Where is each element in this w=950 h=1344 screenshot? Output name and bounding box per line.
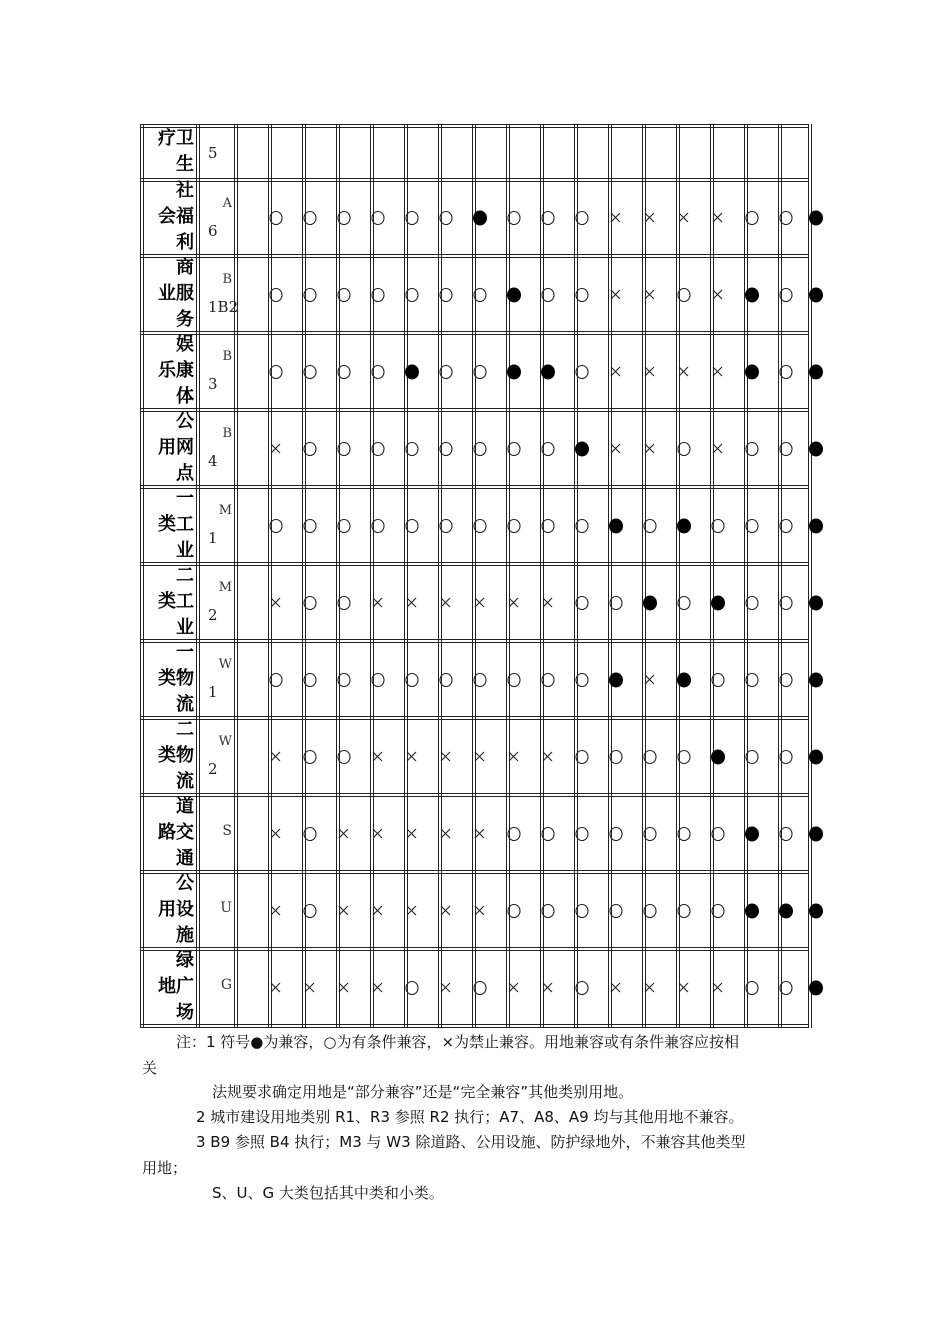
conditional-mark — [778, 980, 792, 996]
row-code-top: M — [218, 580, 232, 595]
conditional-mark — [370, 441, 384, 457]
row-category-name-line: 会福 — [158, 206, 194, 227]
conditional-mark — [302, 826, 316, 842]
row-category-name-line: 业 — [176, 616, 194, 638]
conditional-mark — [540, 826, 554, 842]
table-vline — [196, 124, 197, 1028]
prohibited-mark — [438, 595, 452, 611]
row-category-name-line: 一 — [176, 487, 194, 509]
prohibited-mark — [404, 903, 418, 919]
table-vline — [140, 124, 141, 1028]
row-category-name-line: 娱 — [176, 333, 194, 355]
conditional-mark — [676, 595, 690, 611]
conditional-mark — [778, 287, 792, 303]
conditional-mark — [710, 903, 724, 919]
prohibited-mark — [642, 672, 656, 688]
prohibited-mark — [438, 903, 452, 919]
note-line-2: 法规要求确定用地是“部分兼容”还是“完全兼容”其他类别用地。 — [212, 1083, 634, 1101]
table-vline — [642, 124, 643, 1028]
table-vline — [710, 124, 711, 1028]
conditional-mark — [302, 518, 316, 534]
compatible-mark — [808, 595, 822, 611]
conditional-mark — [268, 518, 282, 534]
conditional-mark — [302, 287, 316, 303]
conditional-mark — [744, 518, 758, 534]
compatible-mark — [540, 364, 554, 380]
prohibited-mark — [608, 287, 622, 303]
conditional-mark — [336, 210, 350, 226]
prohibited-mark — [710, 980, 724, 996]
row-category-name-line: 体 — [176, 385, 194, 407]
table-hline — [140, 947, 808, 948]
table-vline — [438, 124, 439, 1028]
compatible-mark — [472, 210, 486, 226]
note-line-1b: 关 — [142, 1059, 158, 1077]
conditional-mark — [710, 826, 724, 842]
conditional-mark — [438, 518, 452, 534]
table-hline — [140, 870, 808, 871]
conditional-mark — [778, 672, 792, 688]
table-hline — [140, 485, 808, 486]
conditional-mark — [574, 826, 588, 842]
row-category-name-line: 流 — [176, 770, 194, 792]
conditional-mark — [676, 903, 690, 919]
row-code-top: B — [222, 426, 232, 441]
compatible-mark — [808, 672, 822, 688]
table-vline — [370, 124, 371, 1028]
row-category-name-line: 用设 — [158, 898, 194, 920]
prohibited-mark — [540, 595, 554, 611]
conditional-mark — [370, 210, 384, 226]
row-category-name — [144, 640, 194, 718]
row-code-bottom: 2 — [208, 760, 218, 778]
compatible-mark — [744, 364, 758, 380]
prohibited-mark — [302, 980, 316, 996]
compatible-mark — [744, 903, 758, 919]
prohibited-mark — [710, 210, 724, 226]
compatible-mark — [808, 287, 822, 303]
compatible-mark — [506, 364, 520, 380]
compatible-mark — [808, 364, 822, 380]
row-code-bottom: 6 — [208, 222, 218, 240]
conditional-mark — [642, 826, 656, 842]
prohibited-mark — [370, 980, 384, 996]
row-code-top: W — [218, 657, 232, 672]
row-category-name — [144, 255, 194, 333]
conditional-mark — [438, 364, 452, 380]
conditional-mark — [404, 210, 418, 226]
conditional-mark — [710, 518, 724, 534]
row-category-name-line: 生 — [176, 154, 194, 175]
conditional-mark — [370, 518, 384, 534]
table-hline — [140, 124, 808, 125]
conditional-mark — [676, 441, 690, 457]
row-category-name — [144, 563, 194, 641]
compatible-mark — [744, 826, 758, 842]
row-category-name-line: 利 — [176, 232, 194, 253]
table-hline — [140, 254, 808, 255]
conditional-mark — [336, 672, 350, 688]
table-vline — [778, 124, 779, 1028]
row-category-name-line: 业 — [176, 539, 194, 561]
row-category-name-line: 道 — [176, 795, 194, 817]
prohibited-mark — [676, 980, 690, 996]
conditional-mark — [370, 672, 384, 688]
row-category-name-line: 场 — [176, 1001, 194, 1023]
compatible-mark — [778, 903, 792, 919]
row-category-name-line: 流 — [176, 693, 194, 715]
conditional-mark — [472, 672, 486, 688]
conditional-mark — [608, 903, 622, 919]
conditional-mark — [302, 364, 316, 380]
table-vline — [540, 124, 541, 1028]
row-category-name — [144, 948, 194, 1026]
row-code: G — [220, 976, 232, 993]
prohibited-mark — [676, 364, 690, 380]
conditional-mark — [642, 903, 656, 919]
conditional-mark — [574, 364, 588, 380]
conditional-mark — [540, 903, 554, 919]
conditional-mark — [404, 518, 418, 534]
prohibited-mark — [438, 980, 452, 996]
prohibited-mark — [438, 826, 452, 842]
prohibited-mark — [370, 826, 384, 842]
conditional-mark — [642, 518, 656, 534]
conditional-mark — [574, 595, 588, 611]
table-hline — [140, 408, 808, 409]
prohibited-mark — [608, 364, 622, 380]
conditional-mark — [472, 441, 486, 457]
row-category-name — [144, 717, 194, 795]
prohibited-mark — [642, 287, 656, 303]
row-category-name — [144, 794, 194, 872]
prohibited-mark — [404, 749, 418, 765]
row-category-name-line: 疗卫 — [158, 128, 194, 149]
compatible-mark — [744, 287, 758, 303]
compatible-mark — [808, 749, 822, 765]
row-category-name-line: 类工 — [158, 590, 194, 612]
row-category-name-line: 类物 — [158, 667, 194, 689]
conditional-mark — [404, 441, 418, 457]
conditional-mark — [370, 287, 384, 303]
prohibited-mark — [268, 441, 282, 457]
prohibited-mark — [608, 210, 622, 226]
conditional-mark — [506, 441, 520, 457]
conditional-mark — [676, 287, 690, 303]
row-category-name-line: 点 — [176, 462, 194, 484]
table-hline — [140, 716, 808, 717]
conditional-mark — [472, 364, 486, 380]
table-hline — [140, 331, 808, 332]
conditional-mark — [370, 364, 384, 380]
prohibited-mark — [642, 364, 656, 380]
row-category-name — [144, 486, 194, 564]
prohibited-mark — [370, 749, 384, 765]
conditional-mark — [506, 518, 520, 534]
row-code: U — [220, 899, 232, 916]
prohibited-mark — [506, 595, 520, 611]
prohibited-mark — [710, 364, 724, 380]
note-line-5: S、U、G 大类包括其中类和小类。 — [212, 1184, 444, 1202]
row-code-bottom: 3 — [208, 375, 218, 393]
prohibited-mark — [336, 826, 350, 842]
row-code-top: B — [222, 272, 232, 287]
row-category-name-line: 务 — [176, 308, 194, 330]
conditional-mark — [676, 826, 690, 842]
conditional-mark — [778, 210, 792, 226]
table-vline — [336, 124, 337, 1028]
conditional-mark — [642, 749, 656, 765]
conditional-mark — [608, 749, 622, 765]
prohibited-mark — [710, 441, 724, 457]
prohibited-mark — [336, 980, 350, 996]
conditional-mark — [574, 672, 588, 688]
conditional-mark — [438, 287, 452, 303]
row-category-name-line: 乐康 — [158, 359, 194, 381]
conditional-mark — [268, 672, 282, 688]
prohibited-mark — [268, 749, 282, 765]
row-category-name-line: 地广 — [158, 975, 194, 997]
conditional-mark — [574, 980, 588, 996]
conditional-mark — [336, 364, 350, 380]
row-category-name-line: 公 — [176, 872, 194, 894]
conditional-mark — [472, 287, 486, 303]
conditional-mark — [744, 210, 758, 226]
compatible-mark — [808, 980, 822, 996]
table-vline — [472, 124, 473, 1028]
prohibited-mark — [472, 749, 486, 765]
conditional-mark — [574, 749, 588, 765]
row-code-top: M — [218, 503, 232, 518]
conditional-mark — [302, 441, 316, 457]
conditional-mark — [268, 287, 282, 303]
conditional-mark — [778, 364, 792, 380]
conditional-mark — [404, 980, 418, 996]
conditional-mark — [438, 441, 452, 457]
row-category-name-line: 业服 — [158, 282, 194, 304]
prohibited-mark — [404, 595, 418, 611]
conditional-mark — [336, 749, 350, 765]
row-category-name-line: 绿 — [176, 949, 194, 971]
conditional-mark — [302, 672, 316, 688]
prohibited-mark — [540, 980, 554, 996]
conditional-mark — [744, 672, 758, 688]
compatible-mark — [808, 441, 822, 457]
row-code-bottom: 4 — [208, 452, 218, 470]
prohibited-mark — [472, 903, 486, 919]
conditional-mark — [302, 903, 316, 919]
row-category-name-line: 社 — [176, 180, 194, 201]
row-category-name — [144, 332, 194, 410]
note-line-4: 3 B9 参照 B4 执行；M3 与 W3 除道路、公用设施、防护绿地外，不兼容其他类型 — [196, 1133, 746, 1151]
row-category-name-line: 施 — [176, 924, 194, 946]
table-vline — [404, 124, 405, 1028]
table-vline — [808, 124, 809, 1028]
conditional-mark — [404, 672, 418, 688]
compatible-mark — [808, 903, 822, 919]
compatible-mark — [710, 595, 724, 611]
conditional-mark — [540, 518, 554, 534]
conditional-mark — [778, 826, 792, 842]
conditional-mark — [302, 749, 316, 765]
row-code-bottom: 1 — [208, 683, 218, 701]
compatible-mark — [676, 672, 690, 688]
conditional-mark — [506, 826, 520, 842]
conditional-mark — [302, 210, 316, 226]
conditional-mark — [438, 672, 452, 688]
row-category-name — [144, 871, 194, 949]
prohibited-mark — [370, 595, 384, 611]
row-code: S — [222, 822, 232, 839]
prohibited-mark — [472, 826, 486, 842]
compatible-mark — [506, 287, 520, 303]
row-category-name-line: 一 — [176, 641, 194, 663]
table-vline — [506, 124, 507, 1028]
row-code-bottom: 1B2 — [208, 298, 239, 316]
conditional-mark — [268, 364, 282, 380]
note-line-4b: 用地； — [142, 1159, 188, 1177]
compatible-mark — [404, 364, 418, 380]
row-category-name-line: 公 — [176, 410, 194, 432]
conditional-mark — [336, 441, 350, 457]
conditional-mark — [472, 518, 486, 534]
row-category-name-line: 二 — [176, 718, 194, 740]
compatible-mark — [808, 518, 822, 534]
compatible-mark — [608, 518, 622, 534]
conditional-mark — [778, 441, 792, 457]
prohibited-mark — [370, 903, 384, 919]
conditional-mark — [574, 518, 588, 534]
conditional-mark — [540, 210, 554, 226]
row-category-name — [144, 178, 194, 256]
row-category-name-line: 二 — [176, 564, 194, 586]
table-hline — [140, 1024, 808, 1025]
prohibited-mark — [642, 210, 656, 226]
compatible-mark — [608, 672, 622, 688]
conditional-mark — [778, 595, 792, 611]
conditional-mark — [574, 210, 588, 226]
conditional-mark — [778, 749, 792, 765]
conditional-mark — [744, 441, 758, 457]
table-hline — [140, 562, 808, 563]
conditional-mark — [744, 595, 758, 611]
row-category-name-line: 类物 — [158, 744, 194, 766]
prohibited-mark — [642, 441, 656, 457]
conditional-mark — [744, 980, 758, 996]
row-category-name — [144, 409, 194, 487]
conditional-mark — [540, 441, 554, 457]
prohibited-mark — [608, 441, 622, 457]
prohibited-mark — [608, 980, 622, 996]
conditional-mark — [506, 903, 520, 919]
prohibited-mark — [642, 980, 656, 996]
table-vline — [744, 124, 745, 1028]
row-code-top: W — [218, 734, 232, 749]
table-vline — [234, 124, 235, 1028]
prohibited-mark — [404, 826, 418, 842]
row-code-top: B — [222, 349, 232, 364]
compatible-mark — [574, 441, 588, 457]
conditional-mark — [506, 210, 520, 226]
row-code-top: A — [222, 196, 232, 211]
conditional-mark — [302, 595, 316, 611]
compatible-mark — [676, 518, 690, 534]
row-code-bottom: 1 — [208, 529, 218, 547]
table-hline — [140, 178, 808, 179]
conditional-mark — [710, 672, 724, 688]
conditional-mark — [608, 595, 622, 611]
prohibited-mark — [268, 903, 282, 919]
prohibited-mark — [540, 749, 554, 765]
conditional-mark — [540, 672, 554, 688]
conditional-mark — [438, 210, 452, 226]
conditional-mark — [336, 595, 350, 611]
compatible-mark — [808, 210, 822, 226]
row-category-name-line: 通 — [176, 847, 194, 869]
prohibited-mark — [268, 826, 282, 842]
table-vline — [268, 124, 269, 1028]
conditional-mark — [744, 749, 758, 765]
row-code-bottom: 2 — [208, 606, 218, 624]
row-category-name-line: 用网 — [158, 436, 194, 458]
conditional-mark — [676, 749, 690, 765]
row-category-name-line: 路交 — [158, 821, 194, 843]
conditional-mark — [336, 287, 350, 303]
conditional-mark — [540, 287, 554, 303]
row-code-bottom: 5 — [208, 144, 218, 162]
compatible-mark — [808, 826, 822, 842]
table-vline — [608, 124, 609, 1028]
conditional-mark — [608, 826, 622, 842]
conditional-mark — [268, 210, 282, 226]
conditional-mark — [574, 287, 588, 303]
prohibited-mark — [268, 980, 282, 996]
note-line-1: 注：1 符号●为兼容，○为有条件兼容，×为禁止兼容。用地兼容或有条件兼容应按相 — [176, 1033, 740, 1051]
note-line-3: 2 城市建设用地类别 R1、R3 参照 R2 执行；A7、A8、A9 均与其他用地不兼容。 — [196, 1108, 744, 1126]
prohibited-mark — [472, 595, 486, 611]
conditional-mark — [506, 672, 520, 688]
compatible-mark — [710, 749, 724, 765]
compatible-mark — [642, 595, 656, 611]
table-vline — [574, 124, 575, 1028]
conditional-mark — [336, 518, 350, 534]
conditional-mark — [472, 980, 486, 996]
table-hline — [140, 639, 808, 640]
prohibited-mark — [710, 287, 724, 303]
prohibited-mark — [506, 980, 520, 996]
prohibited-mark — [268, 595, 282, 611]
row-category-name-line: 类工 — [158, 513, 194, 535]
table-hline — [140, 793, 808, 794]
prohibited-mark — [438, 749, 452, 765]
prohibited-mark — [506, 749, 520, 765]
conditional-mark — [574, 903, 588, 919]
prohibited-mark — [336, 903, 350, 919]
prohibited-mark — [676, 210, 690, 226]
conditional-mark — [404, 287, 418, 303]
row-category-name — [144, 126, 194, 178]
conditional-mark — [778, 518, 792, 534]
table-vline — [676, 124, 677, 1028]
row-category-name-line: 商 — [176, 256, 194, 278]
table-vline — [302, 124, 303, 1028]
